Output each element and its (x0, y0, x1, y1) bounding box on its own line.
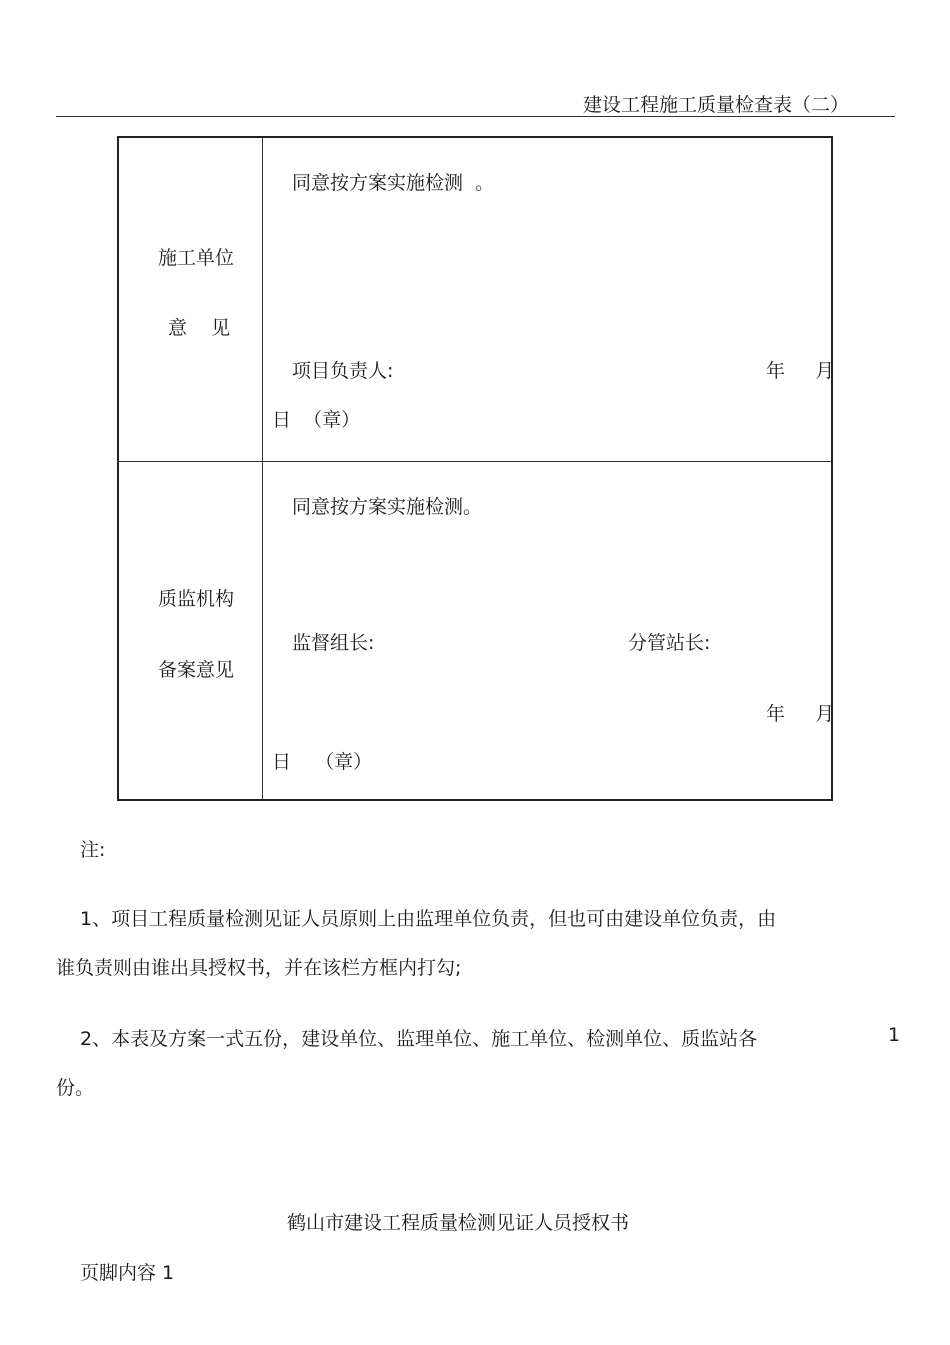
notes-heading: 注: (80, 839, 106, 861)
note-1-line2: 谁负责则由谁出具授权书，并在该栏方框内打勾; (56, 957, 462, 979)
row2-day-seal: 日 （章） (272, 751, 373, 773)
header-rule (56, 116, 895, 117)
inspection-form-table (117, 136, 833, 801)
row2-label-line1: 质监机构 (158, 588, 235, 610)
page-footer: 页脚内容 1 (80, 1262, 175, 1284)
row2-supervisor-label: 监督组长: (292, 632, 375, 654)
row1-label-line2: 意 见 (168, 317, 231, 339)
note-2-count: 1 (888, 1024, 901, 1046)
table-column-divider (262, 138, 263, 799)
row2-label-line2: 备案意见 (158, 659, 235, 681)
table-row-divider (119, 461, 831, 462)
row2-year-month: 年 月 (766, 703, 835, 725)
row1-day-seal: 日 （章） (272, 409, 361, 431)
note-2-line2: 份。 (56, 1077, 95, 1099)
row1-year-month: 年 月 (766, 360, 835, 382)
authorization-letter-title: 鹤山市建设工程质量检测见证人员授权书 (287, 1212, 630, 1234)
row1-opinion-text: 同意按方案实施检测 。 (292, 172, 495, 194)
row1-label-line1: 施工单位 (158, 247, 235, 269)
note-1-line1: 1、项目工程质量检测见证人员原则上由监理单位负责，但也可由建设单位负责，由 (80, 908, 777, 930)
page-header-title: 建设工程施工质量检查表（二） (583, 94, 850, 116)
row1-signer-label: 项目负责人: (292, 360, 394, 382)
row2-station-chief-label: 分管站长: (628, 632, 711, 654)
row2-opinion-text: 同意按方案实施检测。 (292, 496, 483, 518)
note-2-line1: 2、本表及方案一式五份，建设单位、监理单位、施工单位、检测单位、质监站各 (80, 1028, 758, 1050)
